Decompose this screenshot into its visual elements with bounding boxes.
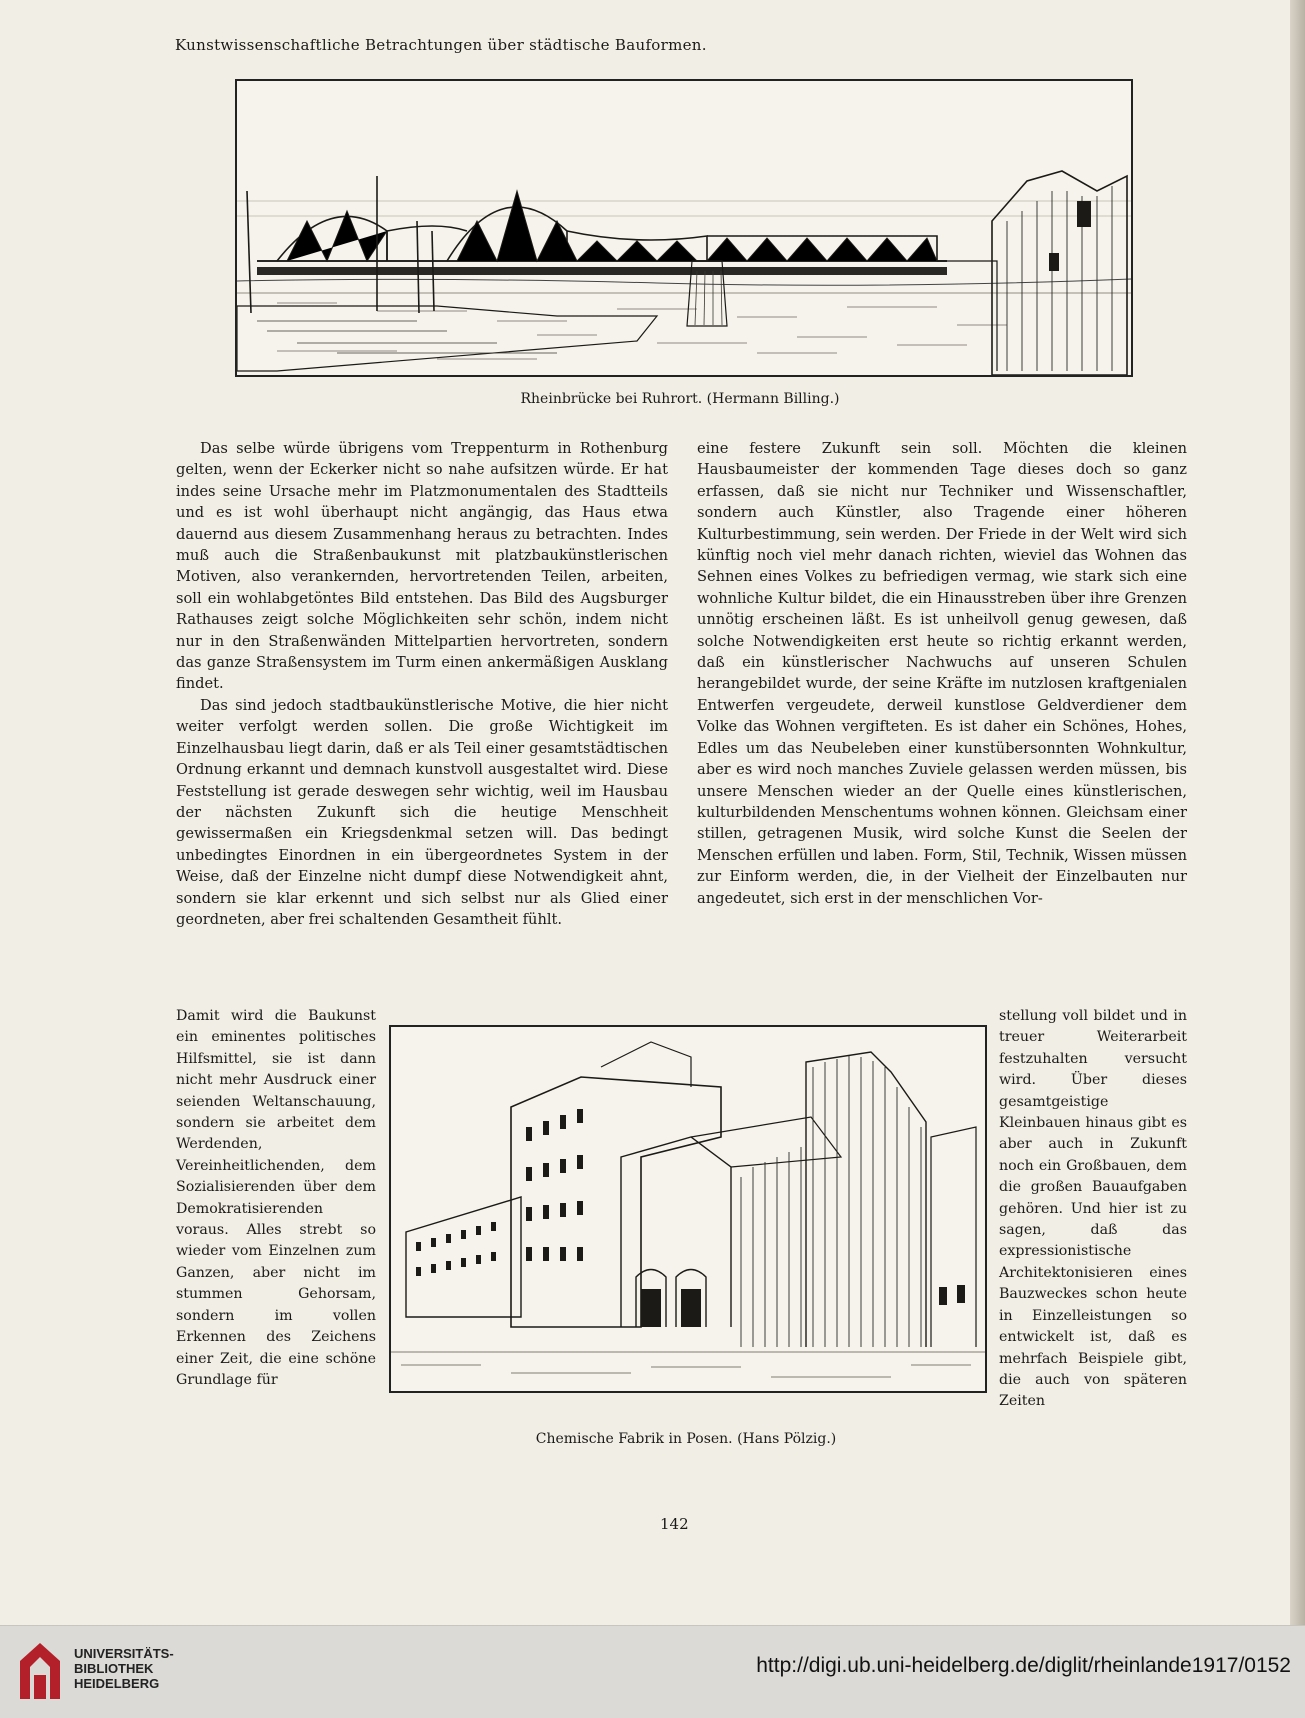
paragraph: stellung voll bildet und in treuer Weiterarbeit festzuhalten versucht wird. Über dieses gesamtgeistige Kleinbauen hinaus gibt es aber auch in Zukunft noch ein Großbauen, dem die großen Bauaufgaben gehören. Und hier ist zu sagen, daß das expressionistische Architektonisieren eines Bauzweckes schon heute in Einzelleistungen so entwickelt ist, daß es mehrfach Beispiele gibt, die auch von späteren Zeiten bbox=[999, 1008, 1187, 1410]
paragraph: eine festere Zukunft sein soll. Möchten die kleinen Hausbaumeister der kommenden Tage dieses doch so ganz erfassen, daß sie nicht nur Techniker und Wissenschaftler, sondern auch Künstler, also Tragende einer höheren Kulturbestimmung, sein werden. Der Friede in der Welt wird sich künftig noch viel mehr danach richten, wieviel das Wohnen das Sehnen eines Volkes zu befriedigen vermag, wie stark sich eine wohnliche Kultur bildet, die ein Hinausstreben über ihre Grenzen unnötig erscheinen läßt. Es ist unheilvoll genug gewesen, daß solche Notwendigkeiten erst heute so richtig erkannt werden, daß ein künstlerischer Nachwuchs auf unseren Schulen herangebildet wurde, der seine Kräfte im nutzlosen kraftgenialen Entwerfen vergeudete, derweil kunstlose Geldverdiener dem Volke das Wohnen vergifteten. Es ist daher ein Schönes, Hohes, Edles um das Neubeleben einer kunstübersonnten Wohnkultur, aber es wird noch manches Zuviele gelassen werden müssen, bis unsere Menschen wieder an der Quelle eines künstlerischen, kulturbildenden Menschentums wohnen können. Gleichsam einer stillen, getragenen Musik, wird solche Kunst die Seelen der Menschen erfüllen und laben. Form, Stil, Technik, Wissen müssen zur Einform werden, die, in der Vielheit der Einzelbauten nur angedeutet, sich erst in der menschlichen Vor- bbox=[697, 440, 1187, 907]
institution-name bbox=[74, 1646, 174, 1691]
bridge-illustration bbox=[235, 79, 1133, 377]
factory-caption: Chemische Fabrik in Posen. (Hans Pölzig.) bbox=[535, 1431, 837, 1447]
institution-line: HEIDELBERG bbox=[74, 1676, 160, 1691]
footer-bar bbox=[0, 1625, 1305, 1718]
factory-illustration bbox=[389, 1025, 987, 1393]
text-column-right bbox=[697, 438, 1187, 909]
institution-line: UNIVERSITÄTS- bbox=[74, 1646, 174, 1661]
bridge-caption: Rheinbrücke bei Ruhrort. (Hermann Billing.) bbox=[520, 391, 840, 407]
source-url[interactable]: http://digi.ub.uni-heidelberg.de/diglit/rheinlande1917/0152 bbox=[756, 1654, 1291, 1677]
page-edge bbox=[1290, 0, 1305, 1625]
wrap-text-right bbox=[999, 1006, 1187, 1413]
institution-line: BIBLIOTHEK bbox=[74, 1661, 154, 1676]
page-number: 142 bbox=[660, 1515, 689, 1533]
paragraph: Das selbe würde übrigens vom Treppenturm in Rothenburg gelten, wenn der Eckerker nicht so nahe aufsitzen würde. Er hat indes seine Ursache mehr im Platzmonumentalen des Stadtteils und es ist wohl überhaupt nicht angängig, das Haus etwa dauernd aus diesem Zusammenhang heraus zu betrachten. Indes muß auch die Straßenbaukunst mit platzbaukünstlerischen Motiven, also verankernden, hervortretenden Teilen, arbeiten, soll ein wohlabgetöntes Bild entstehen. Das Bild des Augsburger Rathauses zeigt solche Möglichkeiten sehr schön, indem nicht nur in den Straßenwänden Mittelpartien hervortreten, sondern das ganze Straßensystem im Turm einen ankermäßigen Ausklang findet. bbox=[176, 440, 668, 693]
paragraph: Damit wird die Baukunst ein eminentes politisches Hilfsmittel, sie ist dann nicht mehr Ausdruck einer seienden Weltanschauung, sondern sie arbeitet dem Werdenden, Vereinheitlichenden, dem Sozialisierenden über dem Demokratisierenden voraus. Alles strebt so wieder vom Einzelnen zum Ganzen, aber nicht im stummen Gehorsam, sondern im vollen Erkennen des Zeichens einer Zeit, die eine schöne Grundlage für bbox=[176, 1008, 376, 1388]
university-library-logo bbox=[14, 1639, 66, 1705]
running-title: Kunstwissenschaftliche Betrachtungen über städtische Bauformen. bbox=[175, 36, 707, 54]
paragraph: Das sind jedoch stadtbaukünstlerische Motive, die hier nicht weiter verfolgt werden sollen. Die große Wichtigkeit im Einzelhausbau liegt darin, daß er als Teil einer gesamtstädtischen Ordnung erkannt und demnach kunstvoll ausgestaltet wird. Diese Feststellung ist gerade deswegen sehr wichtig, weil im Hausbau der nächsten Zukunft sich die heutige Menschheit gewissermaßen ein Kriegsdenkmal setzen will. Das bedingt unbedingtes Einordnen in ein übergeordnetes System in der Weise, daß der Einzelne nicht dumpf diese Notwendigkeit ahnt, sondern sie klar erkennt und sich selbst nur als Glied einer geordneten, aber frei schaltenden Gesamtheit fühlt. bbox=[176, 696, 668, 928]
wrap-text-left bbox=[176, 1006, 376, 1391]
text-column-left bbox=[176, 438, 668, 930]
